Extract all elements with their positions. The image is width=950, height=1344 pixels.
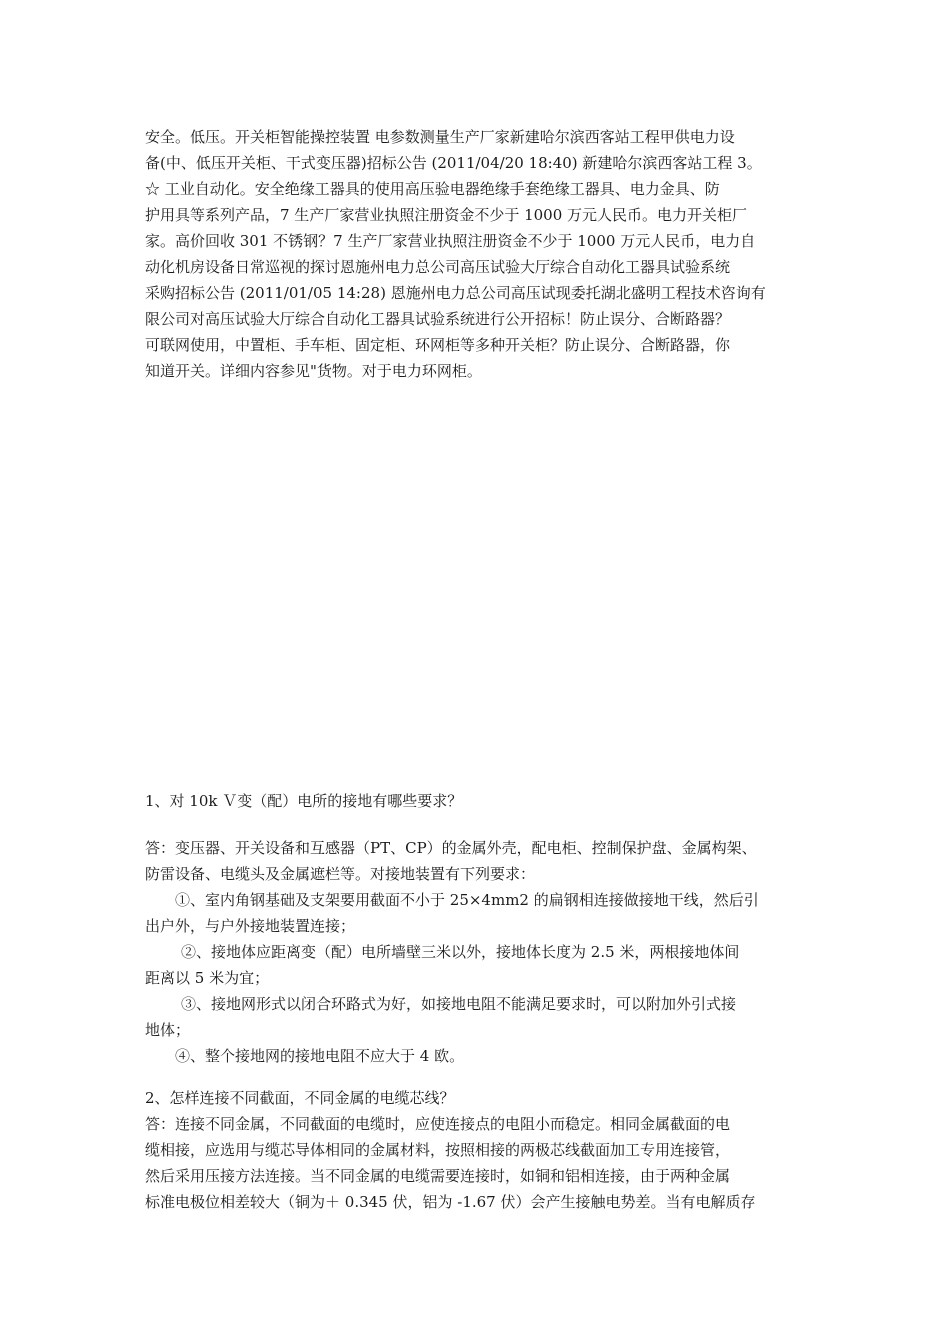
question-1: 1、对 10k Ｖ变（配）电所的接地有哪些要求？ xyxy=(145,792,463,810)
intro-line: 护用具等系列产品，7 生产厂家营业执照注册资金不少于 1000 万元人民币。电力开关柜厂 xyxy=(145,206,748,224)
answer-1-line: 防雷设备、电缆头及金属遮栏等。对接地装置有下列要求： xyxy=(145,865,536,883)
answer-1-item-1-cont: 出户外，与户外接地装置连接； xyxy=(145,917,356,935)
intro-line: 备(中、低压开关柜、干式变压器)招标公告 (2011/04/20 18:40) 新建哈尔滨西客站工程 3。 xyxy=(145,154,762,172)
intro-line: 动化机房设备日常巡视的探讨恩施州电力总公司高压试验大厅综合自动化工器具试验系统 xyxy=(145,258,731,276)
answer-1-item-4: ④、整个接地网的接地电阻不应大于 4 欧。 xyxy=(175,1047,465,1065)
intro-line: 采购招标公告 (2011/01/05 14:28) 恩施州电力总公司高压试现委托湖北盛明工程技术咨询有 xyxy=(145,284,766,302)
answer-1-item-1: ①、室内角钢基础及支架要用截面不小于 25×4mm2 的扁钢相连接做接地干线，然后引 xyxy=(175,891,759,909)
intro-paragraph xyxy=(145,124,813,384)
answer-2-line: 然后采用压接方法连接。当不同金属的电缆需要连接时，如铜和铝相连接，由于两种金属 xyxy=(145,1167,731,1185)
answer-1-item-3: ③、接地网形式以闭合环路式为好，如接地电阻不能满足要求时，可以附加外引式接 xyxy=(181,995,737,1013)
answer-1-item-3-cont: 地体； xyxy=(145,1021,191,1039)
intro-line: ☆ 工业自动化。安全绝缘工器具的使用高压验电器绝缘手套绝缘工器具、电力金具、防 xyxy=(145,180,720,198)
answer-2-line: 标准电极位相差较大（铜为＋ 0.345 伏，铝为 -1.67 伏）会产生接触电势差。当有电解质存 xyxy=(145,1193,756,1211)
answer-1-item-2: ②、接地体应距离变（配）电所墙壁三米以外，接地体长度为 2.5 米，两根接地体间 xyxy=(181,943,740,961)
qa-section xyxy=(145,788,813,1215)
intro-line: 限公司对高压试验大厅综合自动化工器具试验系统进行公开招标！防止误分、合断路器？ xyxy=(145,310,731,328)
intro-line: 家。高价回收 301 不锈钢？7 生产厂家营业执照注册资金不少于 1000 万元人民币，电力自 xyxy=(145,232,756,250)
answer-2-line: 缆相接，应选用与缆芯导体相同的金属材料，按照相接的两极芯线截面加工专用连接管， xyxy=(145,1141,731,1159)
answer-2-line: 答：连接不同金属，不同截面的电缆时，应使连接点的电阻小而稳定。相同金属截面的电 xyxy=(145,1115,731,1133)
intro-line: 知道开关。详细内容参见"货物。对于电力环网柜。 xyxy=(145,362,482,380)
intro-line: 安全。低压。开关柜智能操控装置 电参数测量生产厂家新建哈尔滨西客站工程甲供电力设 xyxy=(145,128,735,146)
question-2: 2、怎样连接不同截面，不同金属的电缆芯线？ xyxy=(145,1089,455,1107)
answer-1-item-2-cont: 距离以 5 米为宜； xyxy=(145,969,270,987)
answer-1-line: 答：变压器、开关设备和互感器（PT、CP）的金属外壳，配电柜、控制保护盘、金属构架、 xyxy=(145,839,757,857)
intro-line: 可联网使用，中置柜、手车柜、固定柜、环网柜等多种开关柜？防止误分、合断路器，你 xyxy=(145,336,731,354)
